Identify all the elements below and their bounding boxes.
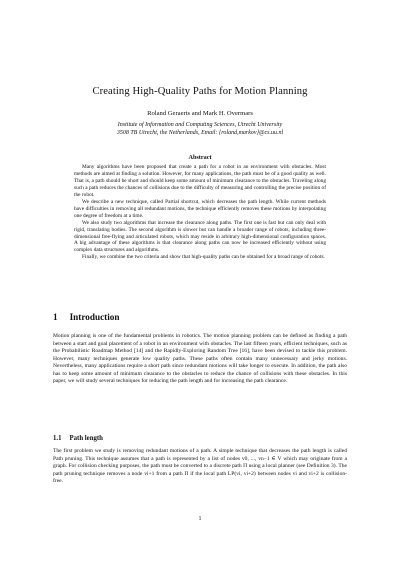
section-heading [53,312,119,322]
section-paragraph: Motion planning is one of the fundamental problems in robotics. The motion planning problem can be defined as finding a path between a start and goal placement of a robot in an environment with obstacles. The last fifteen years, efficient techniques, such as the Probabilistic Roadmap Method [14] and the Rapidly-Exploring Random Tree [16], have been devised to tackle this problem. However, many techniques generate low quality paths. These paths often contain many unnecessary and jerky motions. Nevertheless, many applications require a short path since redundant motions will take longer to execute. In addition, the path also has to keep some amount of minimum clearance to the obstacles to reduce the chance of collisions with these obstacles. In this paper, we will study several techniques for reducing the path length and for increasing the path clearance. [53,333,347,385]
subsection-paragraph: The first problem we study is removing redundant motions of a path. A simple technique that decreases the path length is called Path pruning. This technique assumes that a path is represented by a list of nodes v0, ..., vn−1 ∈ V which may originate from a graph. For collision checking purposes, the path must be converted to a discrete path Π using a local planner (see Definition 3). The path pruning technique removes a node vi+1 from a path Π if the local path LP(vi, vi+2) between nodes vi and vi+2 is collision-free. [53,448,347,485]
section-body [53,333,347,386]
abstract-paragraph: Finally, we combine the two criteria and show that high-quality paths can be obtained for a broad range of robots. [82,254,325,261]
abstract-paragraph: We also study two algorithms that increase the clearance along paths. The first one is fast but can only deal with rigid, translating bodies. The second algorithm is slower but can handle a broader range of robots, including three-dimensional free-flying and articulated robots, which may reside in arbitrary high-dimensional configuration spaces. A big advantage of these algorithms is that clearance along paths can now be increased efficiently without using complex data structures and algorithms. [74,219,326,254]
abstract-paragraph: We describe a new technique, called Partial shortcut, which decreases the path length. While current methods have difficulties in removing all redundant motions, the technique efficiently removes these motions by interpolating one degree of freedom at a time. [74,198,326,219]
abstract-paragraph: Many algorithms have been proposed that create a path for a robot in an environment with obstacles. Most methods are aimed at finding a solution. However, for many applications, the path must be of a good quality as well. That is, a path should be short and should keep some amount of minimum clearance to the obstacles. Traveling along such a path reduces the chances of collisions due to the difficulty of measuring and controlling the precise position of the robot. [74,164,326,198]
paper-title: Creating High-Quality Paths for Motion Planning [92,86,308,97]
subsection-heading [53,435,103,442]
section-title: Introduction [69,312,120,322]
affiliation [0,121,400,137]
page-number: 1 [198,516,202,522]
subsection-number: 1.1 [53,435,62,442]
subsection-body [53,448,347,486]
subsection-title: Path length [69,435,103,442]
affiliation-line-1: Institute of Information and Computing Sciences, Utrecht University [117,122,283,128]
affiliation-line-2: 3508 TB Utrecht, the Netherlands, Email: {roland,markov}@cs.uu.nl [116,130,284,136]
abstract-body [74,164,326,261]
section-number: 1 [53,312,58,322]
abstract-heading: Abstract [188,154,212,161]
author-list: Roland Geraerts and Mark H. Overmars [147,110,253,117]
